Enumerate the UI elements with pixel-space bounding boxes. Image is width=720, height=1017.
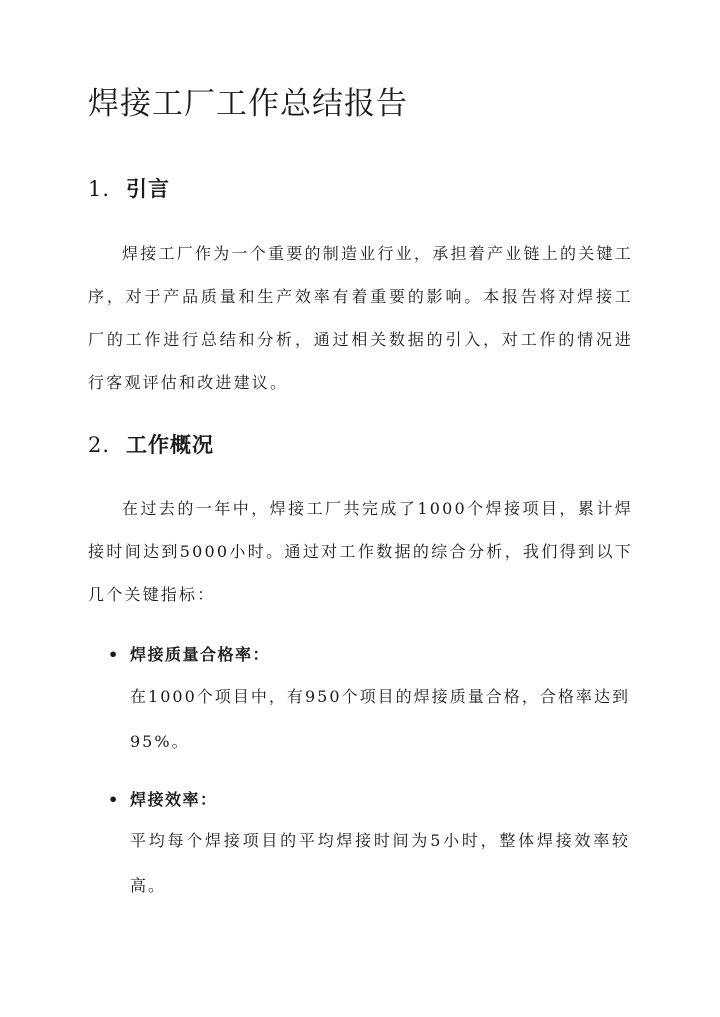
- bullet-dot: •: [108, 790, 120, 809]
- bullet-dot: •: [108, 645, 120, 664]
- list-item-text: 平均每个焊接项目的平均焊接时间为5小时，整体焊接效率较高。: [130, 831, 630, 895]
- list-item-text: 在1000个项目中，有950个项目的焊接质量合格，合格率达到95%。: [130, 687, 630, 751]
- introduction-paragraph: 焊接工厂作为一个重要的制造业行业，承担着产业链上的关键工序，对于产品质量和生产效率有着重要的影响。本报告将对焊接工厂的工作进行总结和分析，通过相关数据的引入，对工作的情况进行客观评估和改进建议。: [88, 244, 633, 392]
- section-number: 1.: [88, 177, 111, 201]
- section-title: 引言: [126, 176, 170, 201]
- section-heading-work-overview: [88, 432, 214, 458]
- section-number: 2.: [88, 433, 111, 457]
- list-item-label: 焊接效率：: [130, 790, 218, 809]
- section-title: 工作概况: [126, 432, 214, 457]
- list-item-efficiency: [108, 790, 218, 809]
- document-title: 焊接工厂工作总结报告: [88, 86, 408, 122]
- list-item-quality-rate: [108, 645, 270, 664]
- section-heading-introduction: [88, 176, 170, 202]
- list-item-label: 焊接质量合格率：: [130, 645, 271, 664]
- work-overview-paragraph: 在过去的一年中，焊接工厂共完成了1000个焊接项目，累计焊接时间达到5000小时。通过对工作数据的综合分析，我们得到以下几个关键指标：: [88, 499, 633, 604]
